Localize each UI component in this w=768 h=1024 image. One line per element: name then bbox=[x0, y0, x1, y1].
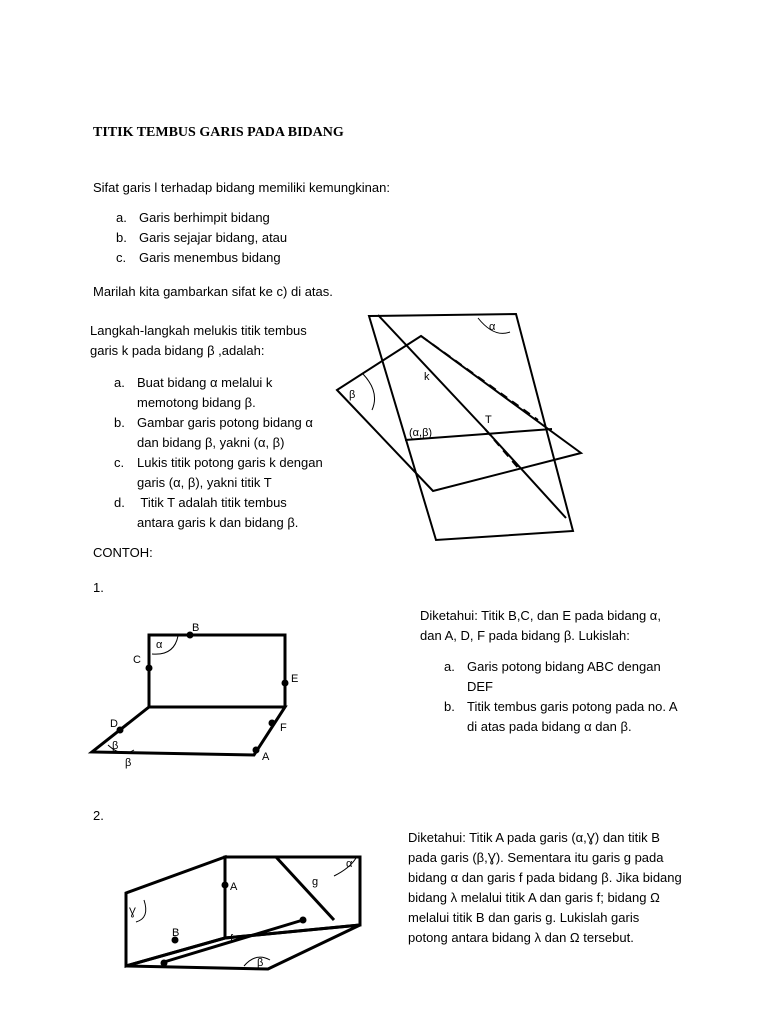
intro-text: Sifat garis l terhadap bidang memiliki kemungkinan: bbox=[93, 180, 390, 195]
task-line: Titik tembus garis potong pada no. A bbox=[467, 699, 678, 714]
step-line: dan bidang β, yakni (α, β) bbox=[137, 435, 285, 450]
label-T: T bbox=[485, 414, 492, 426]
task-line: Garis potong bidang ABC dengan bbox=[467, 659, 661, 674]
step-line: antara garis k dan bidang β. bbox=[137, 515, 299, 530]
list-marker: b. bbox=[116, 230, 127, 245]
line-f bbox=[164, 920, 303, 962]
task-marker: b. bbox=[444, 699, 455, 714]
label-alpha-ex2: α bbox=[346, 858, 353, 870]
line-g bbox=[276, 857, 334, 920]
step-marker: a. bbox=[114, 375, 125, 390]
task-line: DEF bbox=[467, 679, 493, 694]
label-f: f bbox=[230, 933, 234, 945]
given-line: dan A, D, F pada bidang β. Lukislah: bbox=[420, 628, 630, 643]
task-marker: a. bbox=[444, 659, 455, 674]
step-line: Gambar garis potong bidang α bbox=[137, 415, 313, 430]
label-k: k bbox=[424, 371, 430, 383]
given-line: Diketahui: Titik B,C, dan E pada bidang α, bbox=[420, 608, 661, 623]
label-g: g bbox=[312, 876, 319, 888]
step-line: Titik T adalah titik tembus bbox=[137, 495, 287, 510]
label-A: A bbox=[262, 751, 270, 763]
label-beta-ex2: β bbox=[257, 957, 264, 969]
label-F: F bbox=[280, 722, 287, 734]
label-alpha: α bbox=[489, 321, 496, 333]
list-marker: a. bbox=[116, 210, 127, 225]
point-g-f bbox=[300, 917, 307, 924]
example-2-given bbox=[408, 828, 682, 948]
label-E: E bbox=[291, 673, 299, 685]
label-beta-inner: β bbox=[112, 740, 119, 752]
given-line: Diketahui: Titik A pada garis (α,Ɣ) dan titik B bbox=[408, 830, 660, 845]
task-line: di atas pada bidang α dan β. bbox=[467, 719, 632, 734]
step-marker: c. bbox=[114, 455, 125, 470]
label-intersection: (α,β) bbox=[409, 427, 433, 439]
label-A-ex2: A bbox=[230, 881, 238, 893]
plane-gamma bbox=[126, 857, 225, 966]
list-text: Garis berhimpit bidang bbox=[139, 210, 270, 225]
list-text: Garis sejajar bidang, atau bbox=[139, 230, 288, 245]
angle-mark-gamma bbox=[136, 900, 146, 922]
list-marker: c. bbox=[116, 250, 127, 265]
step-line: Buat bidang α melalui k bbox=[137, 375, 273, 390]
example-2-number: 2. bbox=[93, 808, 104, 823]
step-line: memotong bidang β. bbox=[137, 395, 256, 410]
step-line: garis (α, β), yakni titik T bbox=[137, 475, 272, 490]
steps-intro-line: Langkah-langkah melukis titik tembus bbox=[90, 323, 307, 338]
angle-mark-alpha-ex2 bbox=[334, 858, 356, 876]
label-beta: β bbox=[349, 389, 356, 401]
point-f-end bbox=[161, 960, 168, 967]
given-line: potong antara bidang λ dan Ω tersebut. bbox=[408, 930, 634, 945]
example-1-number: 1. bbox=[93, 580, 104, 595]
page-title: TITIK TEMBUS GARIS PADA BIDANG bbox=[93, 125, 344, 140]
label-alpha-ex1: α bbox=[156, 639, 163, 651]
label-C: C bbox=[133, 654, 141, 666]
label-B-ex2: B bbox=[172, 927, 180, 939]
steps-intro-line: garis k pada bidang β ,adalah: bbox=[90, 343, 265, 358]
label-D: D bbox=[110, 718, 118, 730]
given-line: melalui titik B dan garis g. Lukislah garis bbox=[408, 910, 640, 925]
given-line: pada garis (β,Ɣ). Sementara itu garis g pada bbox=[408, 850, 664, 865]
label-gamma: Ɣ bbox=[129, 906, 136, 918]
step-marker: d. bbox=[114, 495, 125, 510]
contoh-heading: CONTOH: bbox=[93, 545, 153, 560]
list-text: Garis menembus bidang bbox=[139, 250, 281, 265]
point-A-ex2 bbox=[222, 882, 229, 889]
illustrate-text: Marilah kita gambarkan sifat ke c) di atas. bbox=[93, 284, 333, 299]
given-line: bidang λ melalui titik A dan garis f; bidang Ω bbox=[408, 890, 660, 905]
step-line: Lukis titik potong garis k dengan bbox=[137, 455, 323, 470]
given-line: bidang α dan garis f pada bidang β. Jika bidang bbox=[408, 870, 682, 885]
label-B: B bbox=[192, 622, 200, 634]
step-marker: b. bbox=[114, 415, 125, 430]
label-beta-outer: β bbox=[125, 757, 132, 769]
